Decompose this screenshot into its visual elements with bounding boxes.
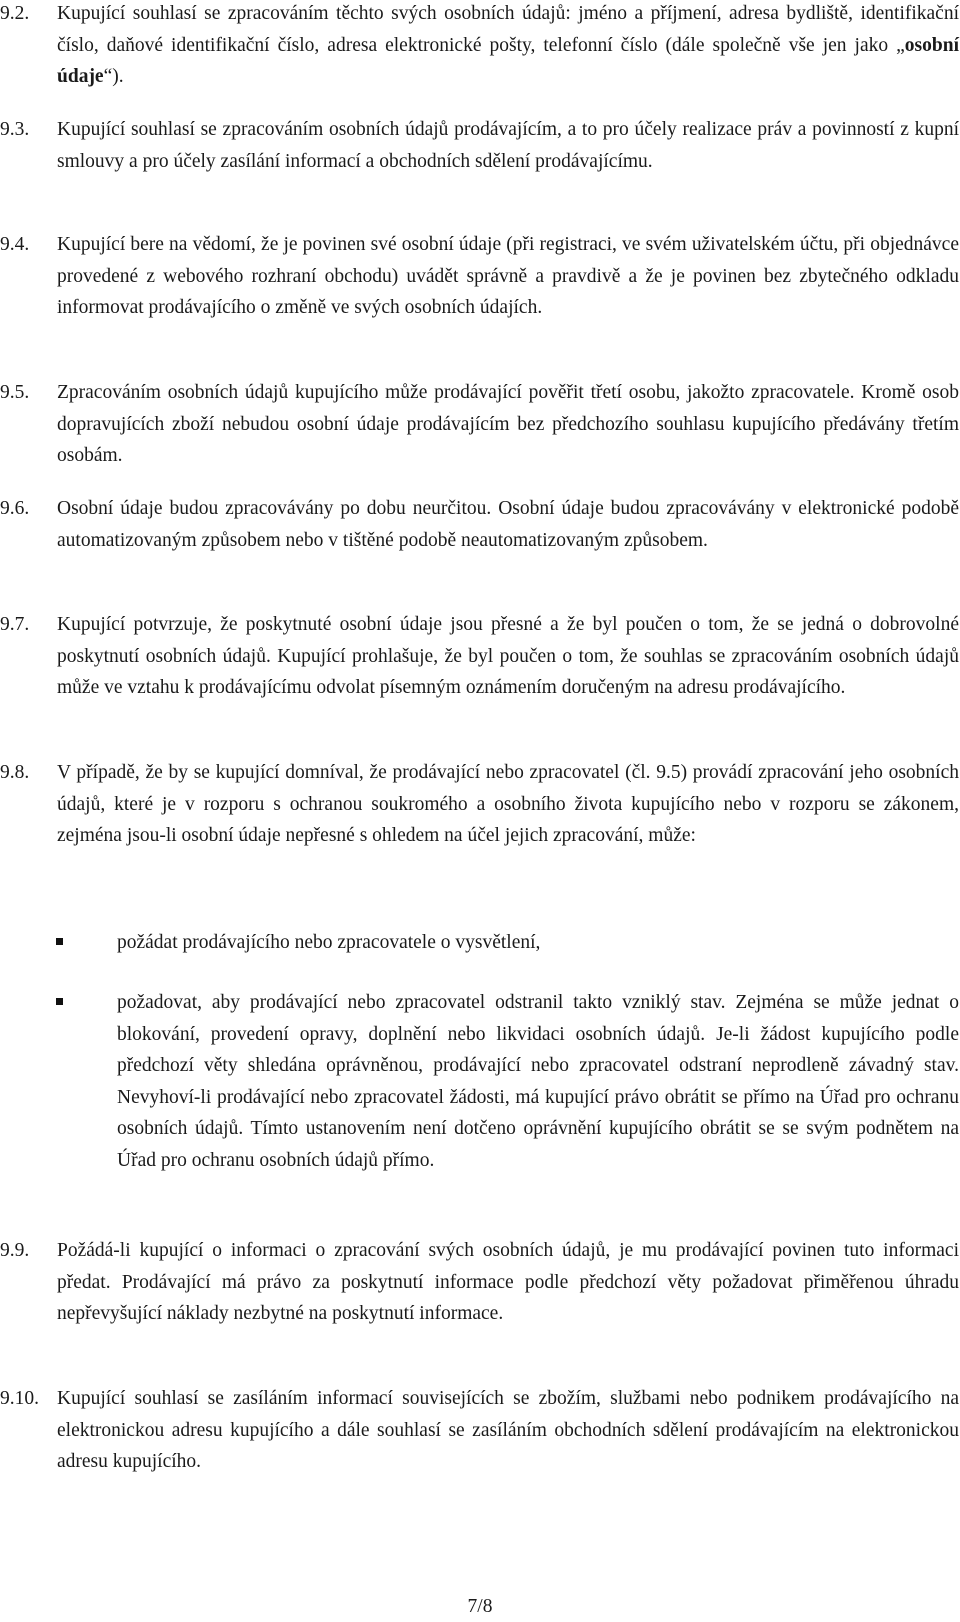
clause-number: 9.8. xyxy=(0,762,30,783)
list-item xyxy=(0,987,960,1176)
clause-number: 9.5. xyxy=(0,382,30,403)
clause-number: 9.6. xyxy=(0,498,30,519)
clause-text: Kupující souhlasí se zpracováním osobních údajů prodávajícím, a to pro účely realizace práv a povinností z kupní smlouvy a pro účely zasílání informací a obchodních sdělení prodávajícímu. xyxy=(57,119,959,172)
clause-text: Kupující potvrzuje, že poskytnuté osobní údaje jsou přesné a že byl poučen o tom, že se jedná o dobrovolné poskytnutí osobních údajů. Kupující prohlašuje, že byl poučen o tom, že souhlas se zpracováním osobních údajů může ve vztahu k prodávajícímu odvolat písemným oznámením doručeným na adresu prodávajícího. xyxy=(57,614,959,698)
list-item xyxy=(0,927,960,959)
defined-term: osobní údaje xyxy=(57,34,959,87)
clause-text: Osobní údaje budou zpracovávány po dobu neurčitou. Osobní údaje budou zpracovávány v elektronické podobě automatizovaným způsobem nebo v tištěné podobě neautomatizovaným způsobem. xyxy=(57,498,959,551)
clause-number: 9.4. xyxy=(0,234,30,255)
clause-number: 9.9. xyxy=(0,1240,30,1261)
clause-9-8 xyxy=(0,757,960,852)
list-item-text: požádat prodávajícího nebo zpracovatele o vysvětlení, xyxy=(117,932,541,953)
clause-number: 9.2. xyxy=(0,3,30,24)
clause-9-10 xyxy=(0,1383,960,1478)
clause-text: Kupující souhlasí se zpracováním těchto svých osobních údajů: jméno a příjmení, adresa bydliště, identifikační číslo, daňové identifikační číslo, adresa elektronické pošty, telefonní číslo (dále společně vše jen jako „osobní údaje“). xyxy=(57,3,959,87)
clause-number: 9.10. xyxy=(0,1388,39,1409)
clause-9-3 xyxy=(0,114,960,177)
clause-text: Zpracováním osobních údajů kupujícího může prodávající pověřit třetí osobu, jakožto zpracovatele. Kromě osob dopravujících zboží nebudou osobní údaje prodávajícím bez předchozího souhlasu kupujícího předávány třetím osobám. xyxy=(57,382,959,466)
clause-9-2 xyxy=(0,0,960,93)
clause-text: Kupující souhlasí se zasíláním informací souvisejících se zbožím, službami nebo podnikem prodávajícího na elektronickou adresu kupujícího a dále souhlasí se zasíláním obchodních sdělení prodávajícím na elektronickou adresu kupujícího. xyxy=(57,1388,959,1472)
clause-text: V případě, že by se kupující domníval, že prodávající nebo zpracovatel (čl. 9.5) provádí zpracování jeho osobních údajů, které je v rozporu s ochranou soukromého a osobního života kupujícího nebo v rozporu se zákonem, zejména jsou-li osobní údaje nepřesné s ohledem na účel jejich zpracování, může: xyxy=(57,762,959,846)
square-bullet-icon xyxy=(56,998,63,1005)
clause-9-7 xyxy=(0,609,960,704)
clause-9-5 xyxy=(0,377,960,472)
page-number: 7/8 xyxy=(467,1596,493,1617)
clause-9-9 xyxy=(0,1235,960,1330)
clause-text: Kupující bere na vědomí, že je povinen své osobní údaje (při registraci, ve svém uživatelském účtu, při objednávce provedené z webového rozhraní obchodu) uvádět správně a pravdivě a že je povinen bez zbytečného odkladu informovat prodávajícího o změně ve svých osobních údajích. xyxy=(57,234,959,318)
clause-number: 9.7. xyxy=(0,614,30,635)
list-item-text: požadovat, aby prodávající nebo zpracovatel odstranil takto vzniklý stav. Zejména se může jednat o blokování, provedení opravy, doplnění nebo likvidaci osobních údajů. Je-li žádost kupujícího podle předchozí věty shledána oprávněnou, prodávající nebo zpracovatel odstraní neprodleně závadný stav. Nevyhoví-li prodávající nebo zpracovatel žádosti, má kupující právo obrátit se přímo na Úřad pro ochranu osobních údajů. Tímto ustanovením není dotčeno oprávnění kupujícího obrátit se se svým podnětem na Úřad pro ochranu osobních údajů přímo. xyxy=(117,992,959,1171)
square-bullet-icon xyxy=(56,938,63,945)
clause-text: Požádá-li kupující o informaci o zpracování svých osobních údajů, je mu prodávající povinen tuto informaci předat. Prodávající má právo za poskytnutí informace podle předchozí věty požadovat přiměřenou úhradu nepřevyšující náklady nezbytné na poskytnutí informace. xyxy=(57,1240,959,1324)
clause-number: 9.3. xyxy=(0,119,30,140)
clause-9-6 xyxy=(0,493,960,556)
clause-9-4 xyxy=(0,229,960,324)
